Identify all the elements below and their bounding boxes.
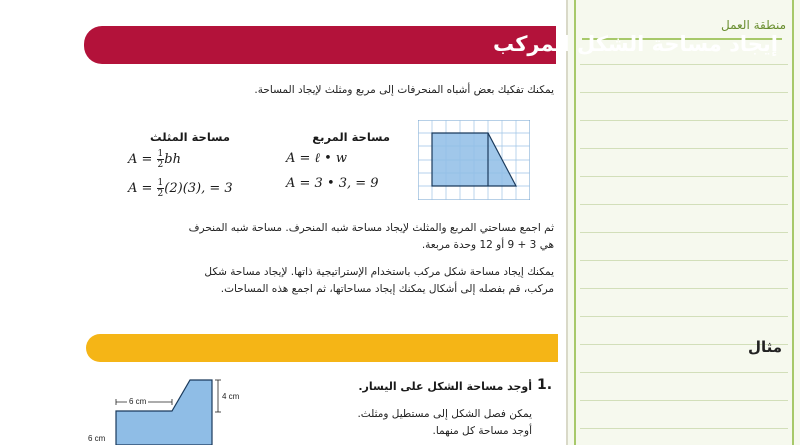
ruled-line [580,92,788,93]
formula-text: (2)(3), = 3 [164,181,233,196]
fraction-denominator: 2 [157,160,164,170]
paragraph-line: هي 3 + 9 أو 12 وحدة مربعة. [421,239,554,251]
fraction-numerator: 1 [157,178,164,188]
formula-text: A = [128,181,157,196]
composite-shape-figure [86,376,256,445]
ruled-line [580,372,788,373]
triangle-area-formula [128,149,181,170]
paragraph-composite-strategy [84,264,554,298]
fraction-denominator: 2 [157,189,164,199]
ruled-line [580,428,788,429]
work-area-title: منطقة العمل [720,18,786,32]
ruled-line [580,176,788,177]
example-number: 1. [537,377,553,393]
paragraph-line: ثم اجمع مساحتي المربع والمثلث لإيجاد مساحة شبه المنحرف. مساحة شبه المنحرف [188,222,554,234]
ruled-line [580,260,788,261]
height-dimension-label: 4 cm [222,392,240,401]
intro-text: يمكنك تفكيك بعض أشباه المنحرفات إلى مربع ومثلث لإيجاد المساحة. [254,84,554,96]
square-area-formula: A = ℓ • w [286,151,348,166]
ruled-line [580,120,788,121]
triangle-area-calculation [128,178,233,199]
ruled-line [580,316,788,317]
fraction-numerator: 1 [157,149,164,159]
square-area-heading: مساحة المربع [312,130,390,144]
paragraph-line: يمكنك إيجاد مساحة شكل مركب باستخدام الإستراتيجية ذاتها. لإيجاد مساحة شكل [204,266,554,278]
ruled-line [580,148,788,149]
ruled-line [580,232,788,233]
example-explanation [292,406,532,440]
formula-text: A = [128,152,157,167]
width-dimension-label: 6 cm [129,397,147,406]
ruled-line [580,288,788,289]
example-banner [86,334,558,362]
example-label: مثال [747,338,782,356]
triangle-area-heading: مساحة المثلث [150,130,230,144]
explanation-line: أوجد مساحة كل منهما. [432,425,532,437]
work-area-frame [574,0,794,445]
formula-text: bh [164,152,181,167]
paragraph-line: مركب، قم بفصله إلى أشكال يمكنك إيجاد مساحاتها، ثم اجمع هذه المساحات. [220,283,554,295]
example-prompt: أوجد مساحة الشكل على اليسار. [358,380,532,393]
paragraph-trapezoid-sum [84,220,554,254]
trapezoid-grid-diagram [418,120,530,200]
square-area-calculation: A = 3 • 3, = 9 [286,176,379,191]
lesson-title: إيجاد مساحة الشكل المركب [492,32,778,56]
work-area-panel[interactable] [566,0,800,445]
ruled-line [580,204,788,205]
ruled-line [580,64,788,65]
side-dimension-label: 6 cm [88,434,106,443]
ruled-line [580,400,788,401]
explanation-line: يمكن فصل الشكل إلى مستطيل ومثلث. [357,408,532,420]
